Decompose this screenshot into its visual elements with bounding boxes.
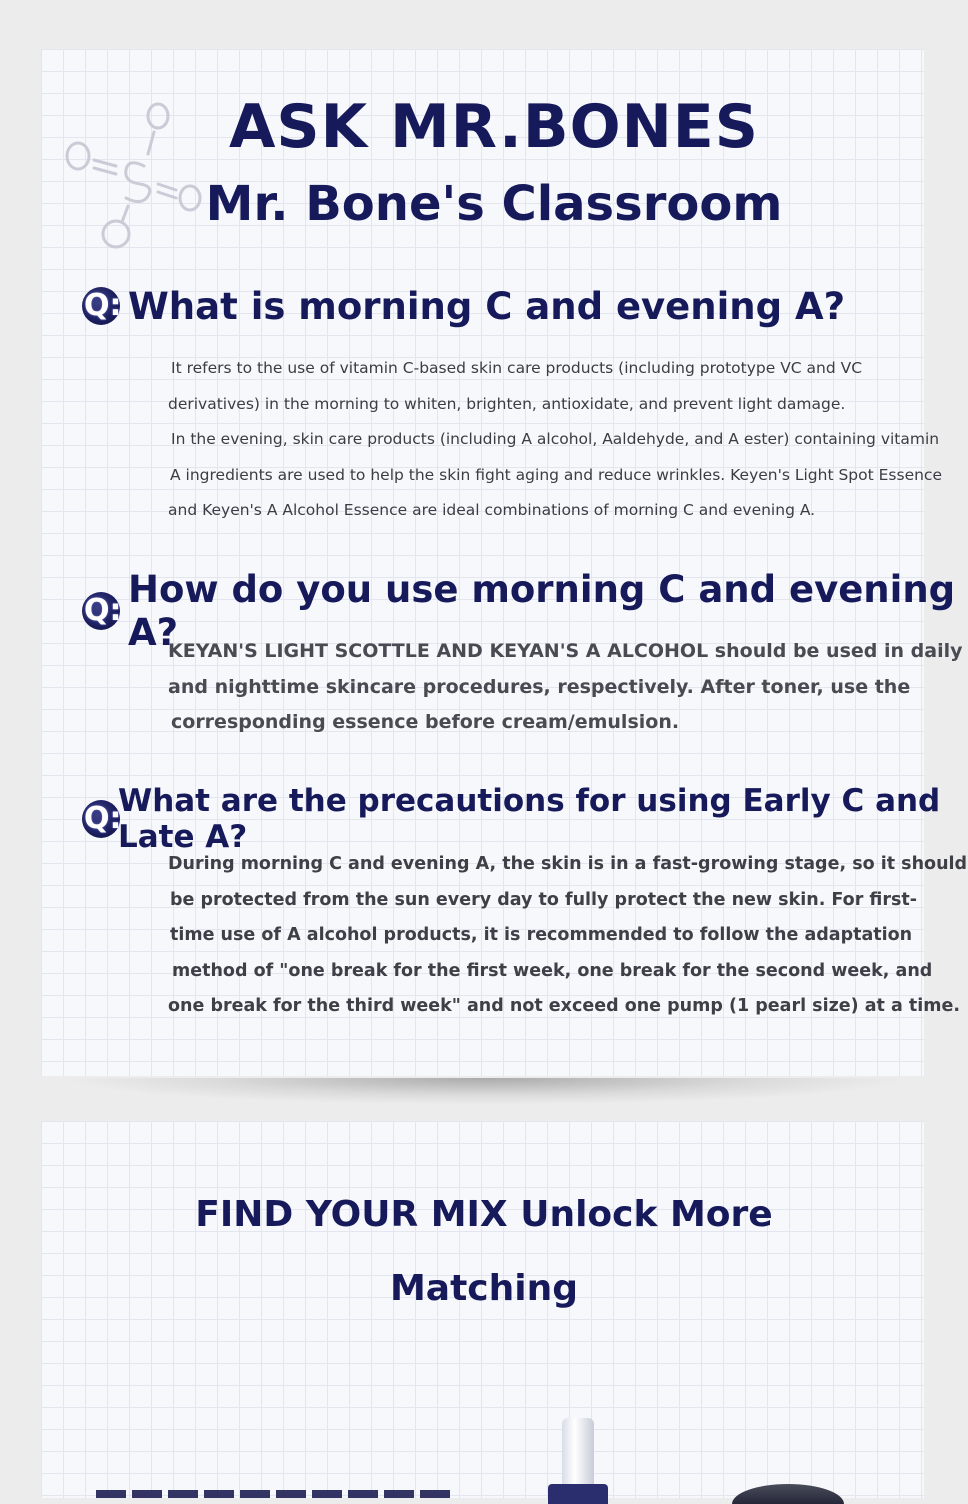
essence-bottle-image: [548, 1418, 608, 1498]
page-title: ASK MR.BONES: [229, 92, 759, 162]
answer-line: KEYAN'S LIGHT SCOTTLE AND KEYAN'S A ALCOHOL should be used in daily: [168, 640, 963, 662]
page-subtitle: Mr. Bone's Classroom: [205, 176, 783, 232]
answer-line: method of "one break for the first week, one break for the second week, and: [172, 960, 933, 981]
answer-line: A ingredients are used to help the skin fight aging and reduce wrinkles. Keyen's Light Spot Essence: [170, 465, 942, 484]
question-3: [80, 783, 968, 855]
answer-line: and Keyen's A Alcohol Essence are ideal combinations of morning C and evening A.: [168, 501, 816, 520]
answer-line: time use of A alcohol products, it is recommended to follow the adaptation: [170, 925, 913, 946]
q-badge-icon: Q:: [84, 593, 122, 628]
answer-line: It refers to the use of vitamin C-based skin care products (including prototype VC and VC: [171, 359, 863, 377]
answer-1: [168, 353, 942, 531]
question-1-text: What is morning C and evening A?: [128, 284, 846, 328]
answer-line: and nighttime skincare procedures, respectively. After toner, use the: [168, 675, 911, 698]
answer-2: [168, 634, 963, 741]
card-shadow: [70, 1078, 900, 1104]
product-caption-graphic: [96, 1490, 450, 1498]
mix-card: [41, 1121, 924, 1498]
answer-line: corresponding essence before cream/emulsion.: [171, 711, 680, 733]
question-3-text: What are the precautions for using Early C and Late A?: [118, 783, 941, 855]
answer-3: [168, 848, 968, 1026]
answer-line: In the evening, skin care products (including A alcohol, Aaldehyde, and A ester) containing vitamin: [171, 430, 940, 449]
answer-line: During morning C and evening A, the skin is in a fast-growing stage, so it should: [168, 854, 968, 874]
promo-heading-line-1: FIND YOUR MIX Unlock More: [195, 1194, 773, 1235]
answer-line: derivatives) in the morning to whiten, brighten, antioxidate, and prevent light damage.: [168, 394, 846, 413]
promo-heading-line-2: Matching: [389, 1268, 579, 1309]
q-badge-icon: Q:: [84, 801, 122, 836]
question-2-text: How do you use morning C and evening A?: [128, 568, 956, 654]
answer-line: one break for the third week" and not exceed one pump (1 pearl size) at a time.: [168, 996, 961, 1017]
answer-line: be protected from the sun every day to fully protect the new skin. For first-: [170, 889, 918, 910]
question-1: [80, 283, 845, 329]
q-badge-icon: Q:: [84, 288, 122, 323]
